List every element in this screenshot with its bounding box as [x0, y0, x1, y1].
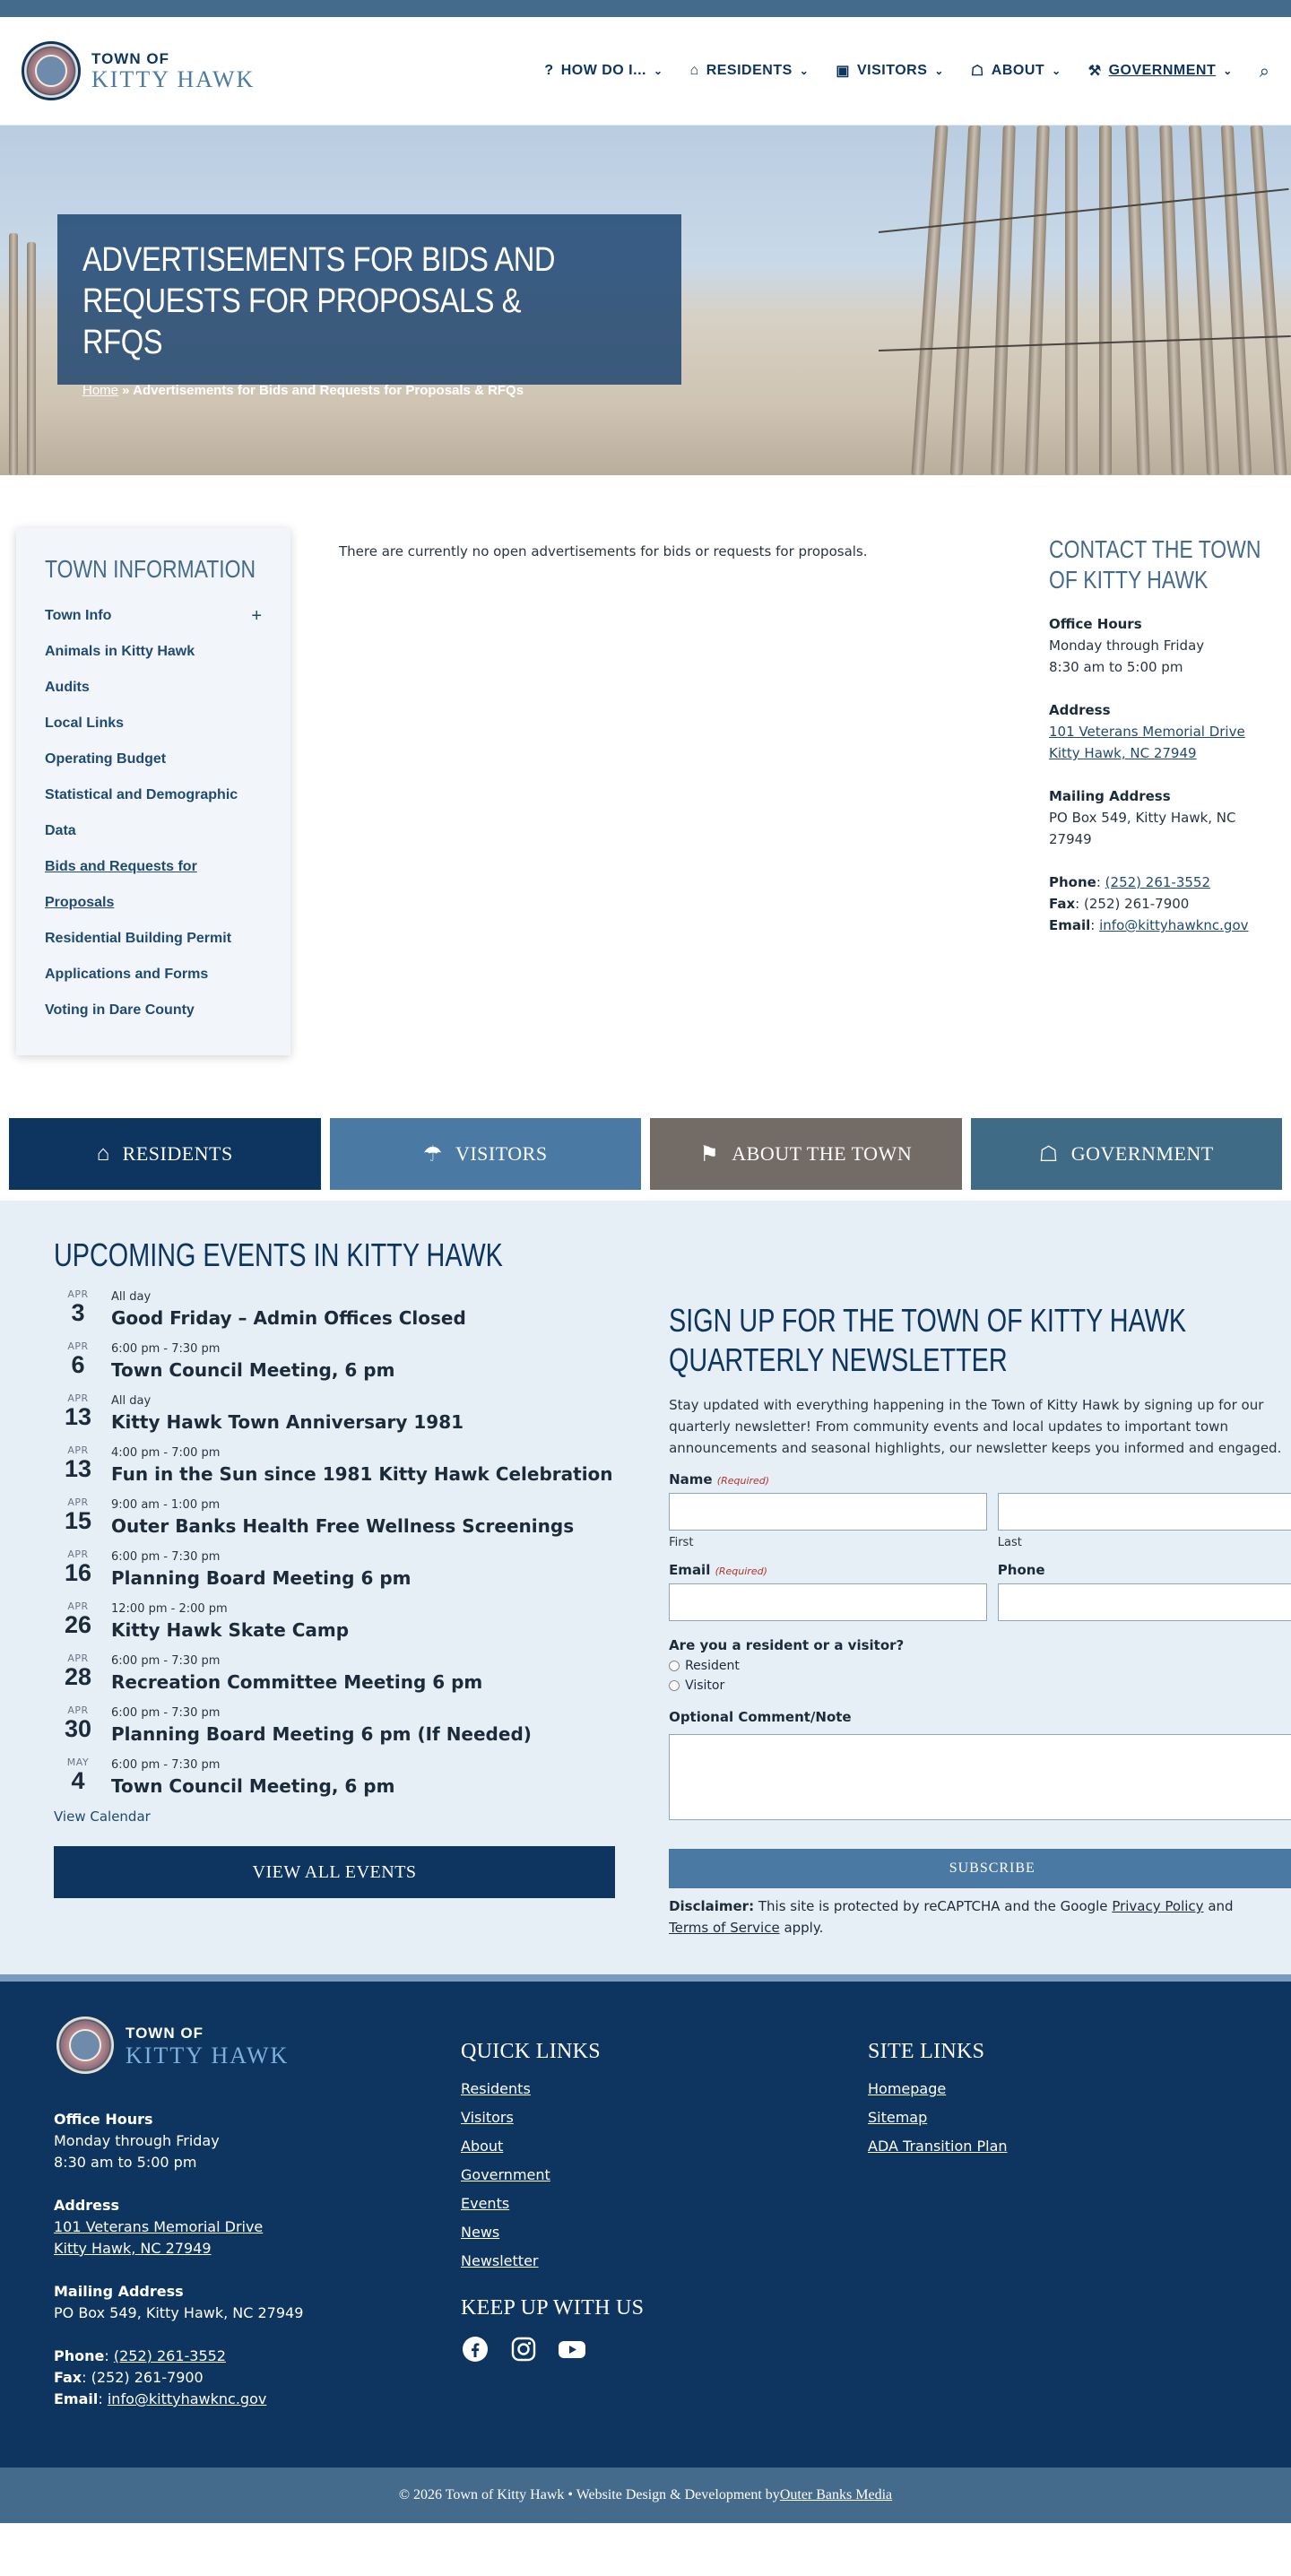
- residents-icon: ⌂: [96, 1141, 110, 1166]
- event-time: 4:00 pm - 7:00 pm: [111, 1446, 221, 1460]
- site-links: [868, 2075, 1237, 2161]
- event-day: 13: [64, 1455, 92, 1482]
- contact-title: CONTACT THE TOWN OF KITTY HAWK: [1049, 535, 1261, 594]
- event-day: 6: [71, 1351, 85, 1378]
- institution-icon: ☖: [1038, 1142, 1059, 1167]
- event-month: MAY: [66, 1756, 90, 1768]
- event-time: 6:00 pm - 7:30 pm: [111, 1758, 221, 1772]
- logo-line1: TOWN OF: [91, 50, 169, 67]
- breadcrumb-current: Advertisements for Bids and Requests for Proposals & RFQs: [133, 383, 524, 398]
- event-date: [54, 1496, 111, 1533]
- fence-post: [9, 233, 18, 475]
- events-panel: [54, 1236, 615, 1939]
- event-title-link[interactable]: Recreation Committee Meeting 6 pm: [111, 1671, 483, 1693]
- search-icon[interactable]: ⌕: [1259, 60, 1269, 82]
- event-date: [54, 1704, 111, 1741]
- event-time: 9:00 am - 1:00 pm: [111, 1498, 221, 1512]
- sidebar-item-local-links[interactable]: Local Links: [45, 716, 125, 731]
- event-day: 3: [71, 1299, 85, 1326]
- event-title-link[interactable]: Kitty Hawk Town Anniversary 1981: [111, 1411, 464, 1433]
- event-item[interactable]: [54, 1652, 615, 1693]
- town-seal-icon: [54, 2014, 117, 2077]
- site-logo[interactable]: [22, 41, 255, 100]
- footer-link-ada[interactable]: ADA Transition Plan: [868, 2138, 1008, 2155]
- main-nav: [544, 60, 1269, 82]
- fence-post: [1065, 126, 1078, 475]
- fence-post: [1250, 126, 1287, 475]
- email-link[interactable]: info@kittyhawknc.gov: [1099, 917, 1249, 933]
- view-calendar-link[interactable]: View Calendar: [54, 1808, 151, 1825]
- main-section: [0, 475, 1291, 1118]
- facebook-icon[interactable]: [461, 2335, 490, 2364]
- event-time: 6:00 pm - 7:30 pm: [111, 1550, 221, 1564]
- sidebar-item-animals[interactable]: Animals in Kitty Hawk: [45, 644, 195, 659]
- event-month: APR: [67, 1444, 89, 1456]
- event-date: [54, 1444, 111, 1481]
- fence-post: [27, 242, 36, 475]
- sidebar-menu: [45, 598, 262, 1028]
- sidebar-title: TOWN INFORMATION: [45, 555, 256, 583]
- event-date: [54, 1288, 111, 1325]
- phone-field[interactable]: [998, 1583, 1291, 1621]
- footer-link-events[interactable]: Events: [461, 2195, 510, 2212]
- event-item[interactable]: [54, 1444, 615, 1485]
- gavel-icon: ⚒: [1087, 64, 1102, 79]
- nav-about[interactable]: ☖ ABOUT ⌄: [970, 63, 1061, 79]
- event-title-link[interactable]: Outer Banks Health Free Wellness Screenings: [111, 1515, 575, 1537]
- quick-links-title: QUICK LINKS: [461, 2040, 601, 2063]
- event-date: [54, 1756, 111, 1793]
- nav-how-do-i[interactable]: ? HOW DO I... ⌄: [544, 63, 663, 78]
- event-month: APR: [67, 1652, 89, 1664]
- radio-visitor[interactable]: Visitor: [669, 1678, 1291, 1693]
- footer-phone-link[interactable]: (252) 261-3552: [113, 2347, 226, 2364]
- event-time: 6:00 pm - 7:30 pm: [111, 1654, 221, 1668]
- event-item[interactable]: [54, 1340, 615, 1381]
- event-month: APR: [67, 1288, 89, 1300]
- sidebar-item-bids-cont[interactable]: Proposals: [45, 895, 115, 910]
- chevron-down-icon: ⌄: [653, 65, 663, 77]
- event-date: [54, 1600, 111, 1637]
- footer-link-sitemap[interactable]: Sitemap: [868, 2109, 928, 2126]
- quick-links: [461, 2075, 868, 2276]
- event-day: 13: [64, 1403, 92, 1430]
- sidebar-item-town-info[interactable]: Town Info +: [45, 598, 262, 634]
- event-date: [54, 1392, 111, 1429]
- event-item[interactable]: [54, 1600, 615, 1641]
- event-title-link[interactable]: Planning Board Meeting 6 pm (If Needed): [111, 1723, 532, 1745]
- chevron-down-icon: ⌄: [799, 65, 810, 77]
- events-title: UPCOMING EVENTS IN KITTY HAWK: [54, 1236, 503, 1273]
- sidebar-item-audits[interactable]: Audits: [45, 680, 90, 695]
- footer-link-about[interactable]: About: [461, 2138, 504, 2155]
- footer-link-visitors[interactable]: Visitors: [461, 2109, 514, 2126]
- comment-label: Optional Comment/Note: [669, 1709, 852, 1725]
- chevron-down-icon: ⌄: [1052, 65, 1061, 77]
- building-icon: ☖: [970, 64, 984, 79]
- copyright-bar: © 2026 Town of Kitty Hawk • Website Design & Development by Outer Banks Media: [0, 2468, 1291, 2523]
- event-month: APR: [67, 1496, 89, 1508]
- sidebar-item-voting[interactable]: Voting in Dare County: [45, 1002, 195, 1018]
- event-time: 6:00 pm - 7:30 pm: [111, 1706, 221, 1720]
- view-all-events-button[interactable]: VIEW ALL EVENTS: [54, 1846, 615, 1898]
- tile-about-town[interactable]: ⚑ ABOUT THE TOWN: [650, 1118, 962, 1190]
- footer-link-government[interactable]: Government: [461, 2166, 550, 2183]
- event-month: APR: [67, 1704, 89, 1716]
- name-label: Name (Required): [669, 1471, 770, 1487]
- event-item[interactable]: [54, 1756, 615, 1797]
- terms-link[interactable]: Terms of Service: [669, 1920, 780, 1936]
- breadcrumb: Home » Advertisements for Bids and Requests for Proposals & RFQs: [82, 383, 524, 398]
- event-title-link[interactable]: Fun in the Sun since 1981 Kitty Hawk Celebration: [111, 1463, 613, 1485]
- quick-tiles: [0, 1118, 1291, 1190]
- event-time: All day: [111, 1290, 152, 1304]
- page-title: ADVERTISEMENTS FOR BIDS AND REQUESTS FOR PROPOSALS & RFQS: [82, 241, 556, 361]
- fence-post: [1099, 126, 1112, 475]
- event-date: [54, 1340, 111, 1377]
- tile-government[interactable]: ☖ GOVERNMENT: [971, 1118, 1283, 1190]
- fence-post: [950, 126, 981, 475]
- question-icon: ?: [544, 63, 554, 78]
- sidebar-item-operating-budget[interactable]: Operating Budget: [45, 751, 167, 767]
- event-day: 16: [64, 1559, 92, 1586]
- events-signup-section: [0, 1201, 1291, 1974]
- fence-post: [1189, 126, 1219, 475]
- fence-post: [1025, 126, 1050, 475]
- sidebar-item-bids[interactable]: Bids and Requests for: [45, 859, 197, 874]
- event-day: 26: [64, 1611, 92, 1638]
- main-content: [290, 525, 1049, 1055]
- footer-link-newsletter[interactable]: Newsletter: [461, 2252, 539, 2269]
- event-title-link[interactable]: Town Council Meeting, 6 pm: [111, 1359, 395, 1381]
- youtube-icon[interactable]: [558, 2335, 586, 2364]
- signpost-icon: ⚑: [699, 1142, 720, 1167]
- home-icon: ⌂: [689, 63, 699, 78]
- contact-panel: CONTACT THE TOWN OF KITTY HAWK Office Hours Monday through Friday 8:30 am to 5:00 pm Address 101 Veterans Memorial Drive Kitty Hawk, NC 27949 Mailing Address PO Box 549, Kitty Hawk, NC 27949 Phone: (252) 261-3552 Fax: (252) 261-7900 Email: info@kittyhawknc.gov: [1049, 535, 1261, 933]
- event-item[interactable]: [54, 1548, 615, 1589]
- signup-title: SIGN UP FOR THE TOWN OF KITTY HAWK QUARTERLY NEWSLETTER: [669, 1302, 1187, 1378]
- event-title-link[interactable]: Kitty Hawk Skate Camp: [111, 1619, 350, 1641]
- sidebar-item-statistical[interactable]: Statistical and Demographic: [45, 787, 238, 802]
- social-links: [461, 2335, 868, 2364]
- event-day: 30: [64, 1715, 92, 1742]
- logo-line2: KITTY HAWK: [91, 66, 256, 92]
- signup-description: Stay updated with everything happening in the Town of Kitty Hawk by signing up for our quarterly newsletter! From community events and local updates to important town announcements and seasonal highlights, our newsletter keeps you informed and engaged.: [669, 1397, 1282, 1456]
- sidebar: [16, 528, 290, 1055]
- event-day: 15: [64, 1507, 92, 1534]
- event-month: APR: [67, 1548, 89, 1560]
- resident-question: Are you a resident or a visitor?: [669, 1637, 905, 1653]
- event-month: APR: [67, 1340, 89, 1352]
- newsletter-signup: SIGN UP FOR THE TOWN OF KITTY HAWK QUARTERLY NEWSLETTER Stay updated with everything happening in the Town of Kitty Hawk by signing up for our quarterly newsletter! From community events and local updates to important town announcements and seasonal highlights, our newsletter keeps you informed and engaged. Name (Required) First Last Email (Required) Phone Are you a resident or a visitor? Resident Visitor Optional Comment/Note SUBSCRIBE Disclaimer: This site is protected by reCAPTCHA and the Google Privacy Policy and Terms of Service apply.: [669, 1236, 1291, 1939]
- event-month: APR: [67, 1392, 89, 1404]
- address-label: Address: [1049, 702, 1111, 718]
- no-bids-message: There are currently no open advertisements for bids or requests for proposals.: [339, 543, 868, 559]
- site-links-title: SITE LINKS: [868, 2040, 985, 2063]
- fence-post: [1221, 126, 1252, 475]
- footer-link-news[interactable]: News: [461, 2224, 500, 2241]
- chevron-down-icon: ⌄: [1223, 65, 1233, 77]
- event-date: [54, 1548, 111, 1585]
- event-day: 28: [64, 1663, 92, 1690]
- umbrella-icon: ☂: [422, 1142, 443, 1167]
- event-time: 6:00 pm - 7:30 pm: [111, 1342, 221, 1356]
- address-link[interactable]: 101 Veterans Memorial Drive Kitty Hawk, NC 27949: [1049, 724, 1245, 761]
- nav-visitors[interactable]: ▣ VISITORS ⌄: [836, 63, 944, 79]
- breadcrumb-home-link[interactable]: Home: [82, 383, 119, 398]
- event-date: [54, 1652, 111, 1689]
- footer-link-residents[interactable]: Residents: [461, 2080, 531, 2097]
- site-footer: TOWN OF KITTY HAWK Office Hours Monday through Friday 8:30 am to 5:00 pm Address 101 Veterans Memorial Drive Kitty Hawk, NC 27949 Mailing Address PO Box 549, Kitty Hawk, NC 27949 Phone: (252) 261-3552 Fax: (252) 261-7900 Email: info@kittyhawknc.gov QUICK LINKS Residents Visitors About Government Events News Newsletter KEEP UP WITH US SITE LINKS Homepage Sitemap ADA Transition Plan: [0, 1974, 1291, 2468]
- footer-link-homepage[interactable]: Homepage: [868, 2080, 947, 2097]
- tile-visitors[interactable]: ☂ VISITORS: [330, 1118, 642, 1190]
- credit-link[interactable]: Outer Banks Media: [779, 2487, 893, 2502]
- tile-residents[interactable]: ⌂ RESIDENTS: [9, 1118, 321, 1190]
- fence-wire: [879, 335, 1291, 351]
- keep-up-title: KEEP UP WITH US: [461, 2296, 645, 2320]
- event-time: All day: [111, 1394, 152, 1408]
- fence-post: [1125, 126, 1150, 475]
- event-month: APR: [67, 1600, 89, 1612]
- event-time: 12:00 pm - 2:00 pm: [111, 1602, 228, 1616]
- phone-link[interactable]: (252) 261-3552: [1105, 874, 1210, 890]
- site-header: [0, 17, 1291, 126]
- first-name-input[interactable]: [669, 1493, 987, 1531]
- disclaimer: Disclaimer: This site is protected by reCAPTCHA and the Google Privacy Policy and Terms of Service apply.: [669, 1898, 1234, 1936]
- nav-residents[interactable]: ⌂ RESIDENTS ⌄: [689, 63, 810, 78]
- comment-textarea[interactable]: [669, 1734, 1291, 1820]
- fence-post: [991, 126, 1016, 475]
- sidebar-item-building-permit-cont[interactable]: Applications and Forms: [45, 967, 209, 982]
- event-title-link[interactable]: Planning Board Meeting 6 pm: [111, 1567, 412, 1589]
- footer-logo[interactable]: TOWN OF KITTY HAWK: [54, 2014, 461, 2077]
- fence-post: [911, 126, 948, 475]
- footer-address-link[interactable]: 101 Veterans Memorial Drive Kitty Hawk, NC 27949: [54, 2218, 264, 2257]
- town-seal-icon: [22, 41, 81, 100]
- sidebar-item-statistical-cont[interactable]: Data: [45, 823, 76, 838]
- sidebar-item-building-permit[interactable]: Residential Building Permit: [45, 931, 232, 946]
- chevron-down-icon: ⌄: [934, 65, 944, 77]
- subscribe-button[interactable]: SUBSCRIBE: [669, 1849, 1291, 1888]
- event-list: [54, 1288, 615, 1797]
- nav-government[interactable]: ⚒ GOVERNMENT ⌄: [1087, 63, 1233, 79]
- hero-banner: [0, 126, 1291, 475]
- footer-email-link[interactable]: info@kittyhawknc.gov: [107, 2390, 267, 2407]
- email-field[interactable]: [669, 1583, 987, 1621]
- event-item[interactable]: [54, 1288, 615, 1329]
- car-icon: ▣: [836, 64, 850, 79]
- last-name-input[interactable]: [998, 1493, 1291, 1531]
- event-item[interactable]: [54, 1392, 615, 1433]
- event-item[interactable]: [54, 1496, 615, 1537]
- event-item[interactable]: [54, 1704, 615, 1745]
- instagram-icon[interactable]: [509, 2335, 538, 2364]
- event-title-link[interactable]: Good Friday – Admin Offices Closed: [111, 1307, 466, 1329]
- event-title-link[interactable]: Town Council Meeting, 6 pm: [111, 1775, 395, 1797]
- event-day: 4: [71, 1767, 85, 1794]
- hero-title-box: [57, 214, 681, 398]
- privacy-policy-link[interactable]: Privacy Policy: [1112, 1898, 1204, 1914]
- office-hours-label: Office Hours: [1049, 616, 1142, 632]
- mailing-label: Mailing Address: [1049, 788, 1171, 804]
- top-strip: [0, 0, 1291, 17]
- radio-resident[interactable]: Resident: [669, 1659, 1291, 1673]
- plus-icon[interactable]: +: [251, 606, 262, 626]
- fence-post: [1159, 126, 1184, 475]
